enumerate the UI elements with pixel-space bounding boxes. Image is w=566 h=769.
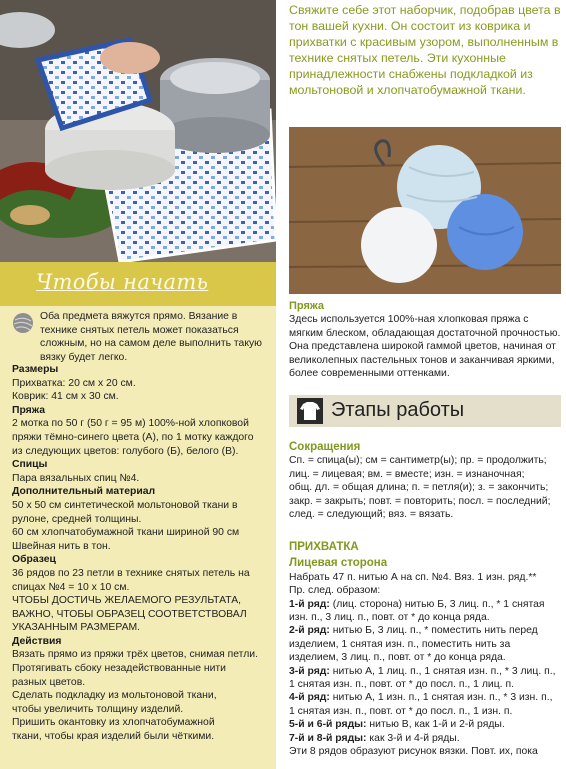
yarn-section-heading: Пряжа [289, 300, 324, 312]
potholder-heading: ПРИХВАТКА [289, 541, 359, 553]
row-1-label: 1-й ряд: [289, 598, 330, 610]
row-2-label: 2-й ряд: [289, 625, 330, 637]
getting-started-banner [0, 262, 276, 306]
needles-heading: Спицы [12, 459, 48, 471]
row-5-6-line [289, 718, 561, 731]
row-7-8-line [289, 732, 561, 745]
abbreviations-heading: Сокращения [289, 441, 361, 453]
kitchen-photo [0, 0, 276, 262]
gauge-line-2: спицах №4 = 10 х 10 см. [12, 581, 130, 593]
instruction-continue: Пр. след. образом: [289, 585, 381, 597]
actions-line-7: ткани, чтобы края изделий были чёткими. [12, 731, 215, 743]
work-stages-band [289, 395, 561, 427]
row-4-line-b: 1 снятая изн. п., повт. от * до посл. п., 1 изн. п. [289, 705, 513, 717]
sizes-line-1: Прихватка: 20 см х 20 см. [12, 377, 136, 389]
row-3-text: нитью А, 1 лиц. п., 1 снятая изн. п., * 3 лиц. п., [329, 665, 556, 677]
gauge-line-3: ЧТОБЫ ДОСТИЧЬ ЖЕЛАЕМОГО РЕЗУЛЬТАТА, [12, 595, 242, 607]
needles-line-1: Пара вязальных спиц №4. [12, 472, 140, 484]
yarn-ball-icon [12, 312, 34, 334]
sweater-icon [297, 398, 323, 429]
actions-line-4: Сделать подкладку из мольтоновой ткани, [12, 690, 217, 702]
actions-line-6: Пришить окантовку из хлопчатобумажной [12, 717, 215, 729]
getting-started-title: Чтобы начать [36, 270, 209, 294]
abbreviations-line-1: Сп. = спица(ы); см = сантиметр(ы); пр. = продолжить; [289, 455, 547, 467]
row-4-label: 4-й ряд: [289, 692, 330, 704]
abbreviations-line-4: закр. = закрыть; повт. = повторить; посл. = последний; [289, 495, 551, 507]
yarn-photo [289, 127, 561, 294]
yarn-section-text: Здесь используется 100%-ная хлопковая пряжа с мягким блеском, обладающая достаточной прочностью. Она представлена широкой гаммой цветов, начиная от великолепных пастельных тонов и заканчивая яркими, более современными оттенками. [289, 314, 561, 380]
lead-text: Оба предмета вяжутся прямо. Вязание в технике снятых петель может показаться сложным, но на самом деле выполнить такую вязку будет легко. [40, 311, 262, 363]
sizes-line-2: Коврик: 41 см х 30 см. [12, 391, 119, 403]
gauge-heading: Образец [12, 554, 56, 566]
yarn-line-2: пряжи тёмно-синего цвета (А), по 1 мотку каждого [12, 431, 254, 443]
extra-line-3: 60 см хлопчатобумажной ткани шириной 90 см [12, 527, 240, 539]
kitchen-photo-illustration [0, 0, 276, 262]
yarn-heading: Пряжа [12, 404, 46, 416]
gauge-line-1: 36 рядов по 23 петли в технике снятых петель на [12, 567, 250, 579]
gauge-line-4: ВАЖНО, ЧТОБЫ ОБРАЗЕЦ СООТВЕТСТВОВАЛ [12, 608, 247, 620]
row-4-text: нитью А, 1 изн. п., 1 снятая изн. п., * 3 изн. п., [329, 692, 553, 704]
lead-text-a [40, 310, 272, 364]
yarn-photo-illustration [289, 127, 561, 294]
yarn-line-3: из следующих цветов: голубого (Б), белого (В). [12, 445, 239, 457]
actions-line-5: чтобы увеличить толщину изделий. [12, 703, 184, 715]
getting-started-panel [0, 262, 276, 769]
extra-line-4: Швейная нить в тон. [12, 540, 111, 552]
row-5-6-text: нитью В, как 1-й и 2-й ряды. [366, 719, 505, 731]
row-2-text: нитью Б, 3 лиц. п., * поместить нить перед [329, 625, 538, 637]
actions-line-2: Протягивать сбоку незадействованные нити [12, 663, 226, 675]
gauge-line-5: УКАЗАННЫМ РАЗМЕРАМ. [12, 622, 141, 634]
abbreviations-line-5: след. = следующий; вяз. = вязать. [289, 509, 454, 521]
extra-line-2: рулоне, средней толщины. [12, 513, 142, 525]
actions-line-1: Вязать прямо из пряжи трёх цветов, снимая петли. [12, 649, 258, 661]
sizes-heading: Размеры [12, 364, 59, 375]
actions-heading: Действия [12, 635, 62, 647]
extra-material-heading: Дополнительный материал [12, 486, 156, 498]
row-7-8-label: 7-й и 8-й ряды: [289, 732, 367, 744]
row-2-line-c: изделием, 3 лиц. п., повт. от * до конца ряда. [289, 652, 506, 664]
row-3-label: 3-й ряд: [289, 665, 330, 677]
actions-line-3: разных цветов. [12, 676, 86, 688]
instruction-cast-on: Набрать 47 п. нитью А на сп. №4. Вяз. 1 изн. ряд.** [289, 571, 537, 583]
row-4-line-a [289, 691, 561, 704]
intro-text: Свяжите себе этот наборчик, подобрав цвета в тон вашей кухни. Он состоит из коврика и прихватки с красивым узором, выполненным в технике снятых петель. Эти кухонные принадлежности снабжены подкладкой из мольтоновой и хлопчатобумажной ткани. [289, 3, 561, 97]
yarn-line-1: 2 мотка по 50 г (50 г = 95 м) 100%-ной хлопковой [12, 418, 249, 430]
row-1-line-b: изн. п., 3 лиц. п., повт. от * до конца ряда. [289, 612, 490, 624]
abbreviations-line-2: лиц. = лицевая; вм. = вместе; изн. = изнаночная; [289, 468, 525, 480]
row-5-6-label: 5-й и 6-й ряды: [289, 719, 367, 731]
row-3-line-b: 1 снятая изн. п., повт. от * до посл. п., 1 лиц. п. [289, 679, 514, 691]
pattern-repeat-text: Эти 8 рядов образуют рисунок вязки. Повт. их, пока [289, 746, 538, 758]
abbreviations-line-3: общ. дл. = общая длина; п. = петля(и); з. = закончить; [289, 482, 549, 494]
row-2-line-a [289, 624, 561, 637]
row-2-line-b: изделием, 1 снятая изн. п., поместить нить за [289, 638, 511, 650]
front-side-heading: Лицевая сторона [289, 557, 388, 570]
row-1-text: (лиц. сторона) нитью Б, 3 лиц. п., * 1 снятая [329, 598, 545, 610]
work-stages-title: Этапы работы [331, 399, 465, 421]
row-1-line-a [289, 598, 561, 611]
extra-line-1: 50 х 50 см синтетической мольтоновой ткани в [12, 499, 238, 511]
row-3-line-a [289, 665, 561, 678]
row-7-8-text: как 3-й и 4-й ряды. [366, 732, 460, 744]
